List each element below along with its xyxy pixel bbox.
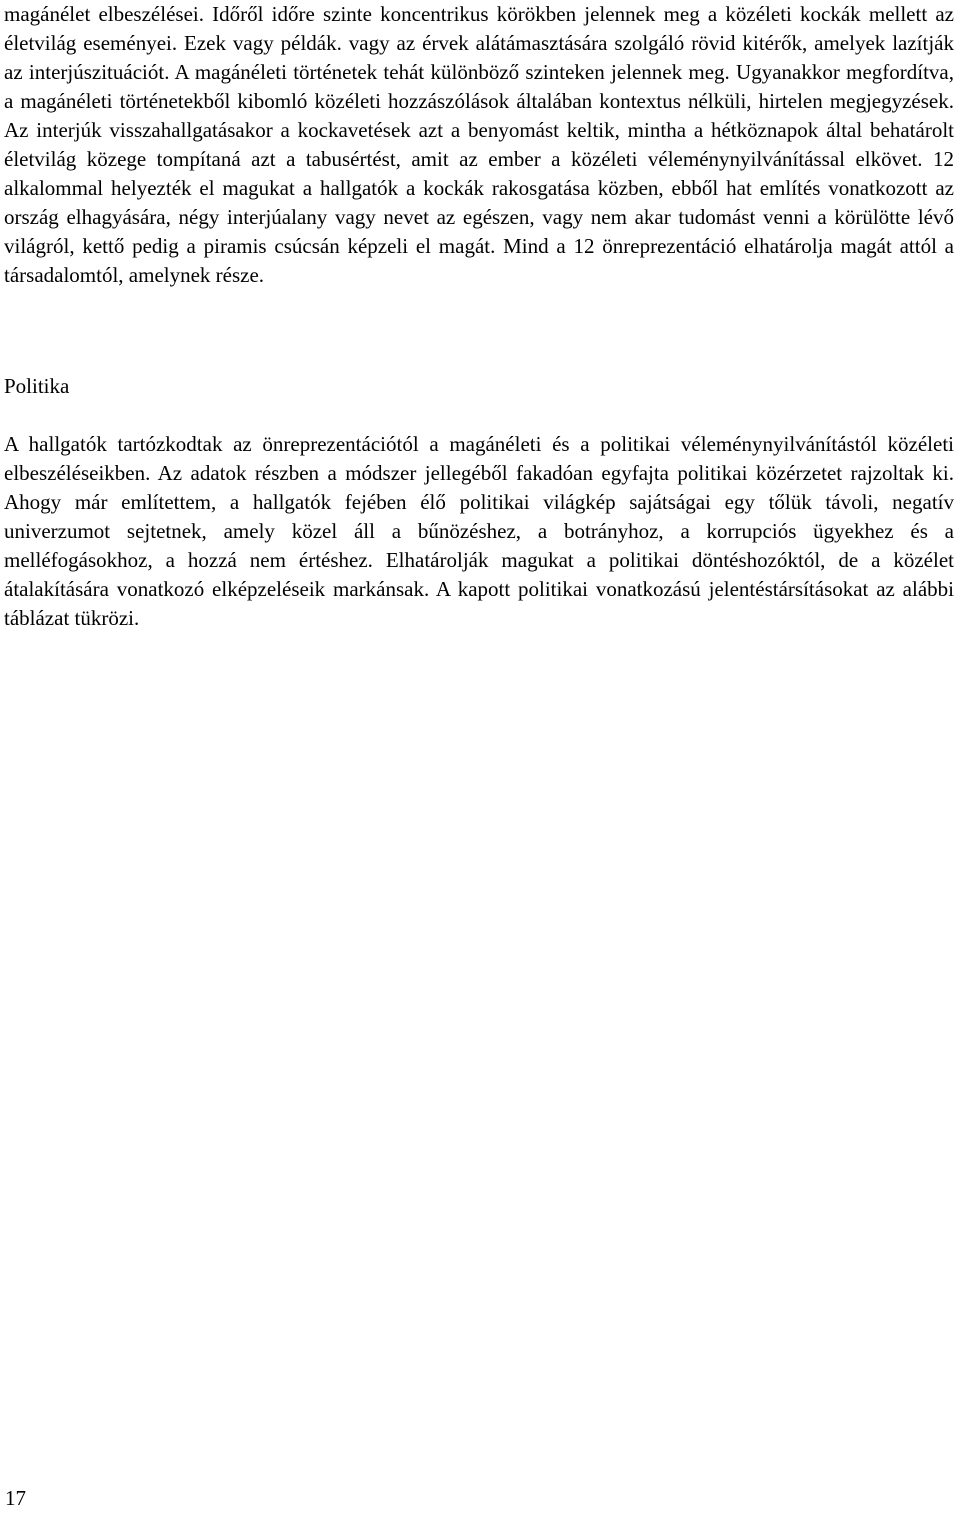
page-number: 17: [5, 1486, 26, 1510]
section-heading: Politika: [4, 374, 70, 398]
body-paragraph: A hallgatók tartózkodtak az önreprezentációtól a magánéleti és a politikai véleménynyilvánítástól közéleti elbeszéléseikben. Az adatok részben a módszer jellegéből fakadóan egyfajta politikai közérzetet rajzoltak ki. Ahogy már említettem, a hallgatók fejében élő politikai világkép sajátságai egy tőlük távoli, negatív univerzumot sejtetnek, amely közel áll a bűnözéshez, a botrányhoz, a korrupciós ügyekhez és a melléfogásokhoz, a hozzá nem értéshez. Elhatárolják magukat a politikai döntéshozóktól, de a közélet átalakítására vonatkozó elképzeléseik markánsak. A kapott politikai vonatkozású jelentéstársításokat az alábbi táblázat tükrözi.: [4, 432, 954, 630]
document-page: [4, 0, 954, 630]
body-paragraph: magánélet elbeszélései. Időről időre szinte koncentrikus körökben jelennek meg a közéleti kockák mellett az életvilág eseményei. Ezek vagy példák. vagy az érvek alátámasztására szolgáló rövid kitérők, amelyek lazítják az interjúszituációt. A magánéleti történetek tehát különböző szinteken jelennek meg. Ugyanakkor megfordítva, a magánéleti történetekből kibomló közéleti hozzászólások általában kontextus nélküli, hirtelen megjegyzések. Az interjúk visszahallgatásakor a kockavetések azt a benyomást keltik, mintha a hétköznapok által behatárolt életvilág közege tompítaná azt a tabusértést, amit az ember a közéleti véleménynyilvánítással elkövet. 12 alkalommal helyezték el magukat a hallgatók a kockák rakosgatása közben, ebből hat említés vonatkozott az ország elhagyására, négy interjúalany vagy nevet az egészen, vagy nem akar tudomást venni a körülötte lévő világról, kettő pedig a piramis csúcsán képzeli el magát. Mind a 12 önreprezentáció elhatárolja magát attól a társadalomtól, amelynek része.: [4, 2, 954, 287]
